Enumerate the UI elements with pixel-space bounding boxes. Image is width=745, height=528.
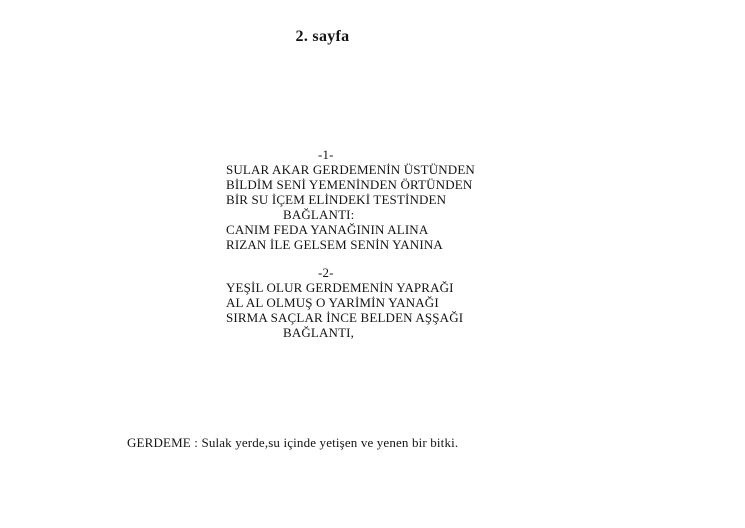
verse-1 (226, 147, 476, 252)
refrain-label: BAĞLANTI: (283, 207, 355, 222)
verse-1-marker: -1- (318, 147, 334, 162)
poem-line: SULAR AKAR GERDEMENİN ÜSTÜNDEN (226, 162, 475, 177)
poem-line: AL AL OLMUŞ O YARİMİN YANAĞI (226, 295, 439, 310)
poem-line: BİLDİM SENİ YEMENİNDEN ÖRTÜNDEN (226, 177, 473, 192)
glossary-footnote: GERDEME : Sulak yerde,su içinde yetişen ve yenen bir bitki. (127, 435, 459, 450)
page-title: 2. sayfa (295, 28, 350, 45)
poem-line: CANIM FEDA YANAĞININ ALINA (226, 222, 429, 237)
verse-2-marker: -2- (318, 265, 334, 280)
poem-line: BİR SU İÇEM ELİNDEKİ TESTİNDEN (226, 192, 447, 207)
poem-line: YEŞİL OLUR GERDEMENİN YAPRAĞI (226, 280, 454, 295)
poem-line: SIRMA SAÇLAR İNCE BELDEN AŞŞAĞI (226, 310, 464, 325)
poem-line: RIZAN İLE GELSEM SENİN YANINA (226, 237, 443, 252)
verse-2 (226, 265, 476, 340)
poem-block (226, 147, 476, 340)
refrain-label: BAĞLANTI, (283, 325, 355, 340)
